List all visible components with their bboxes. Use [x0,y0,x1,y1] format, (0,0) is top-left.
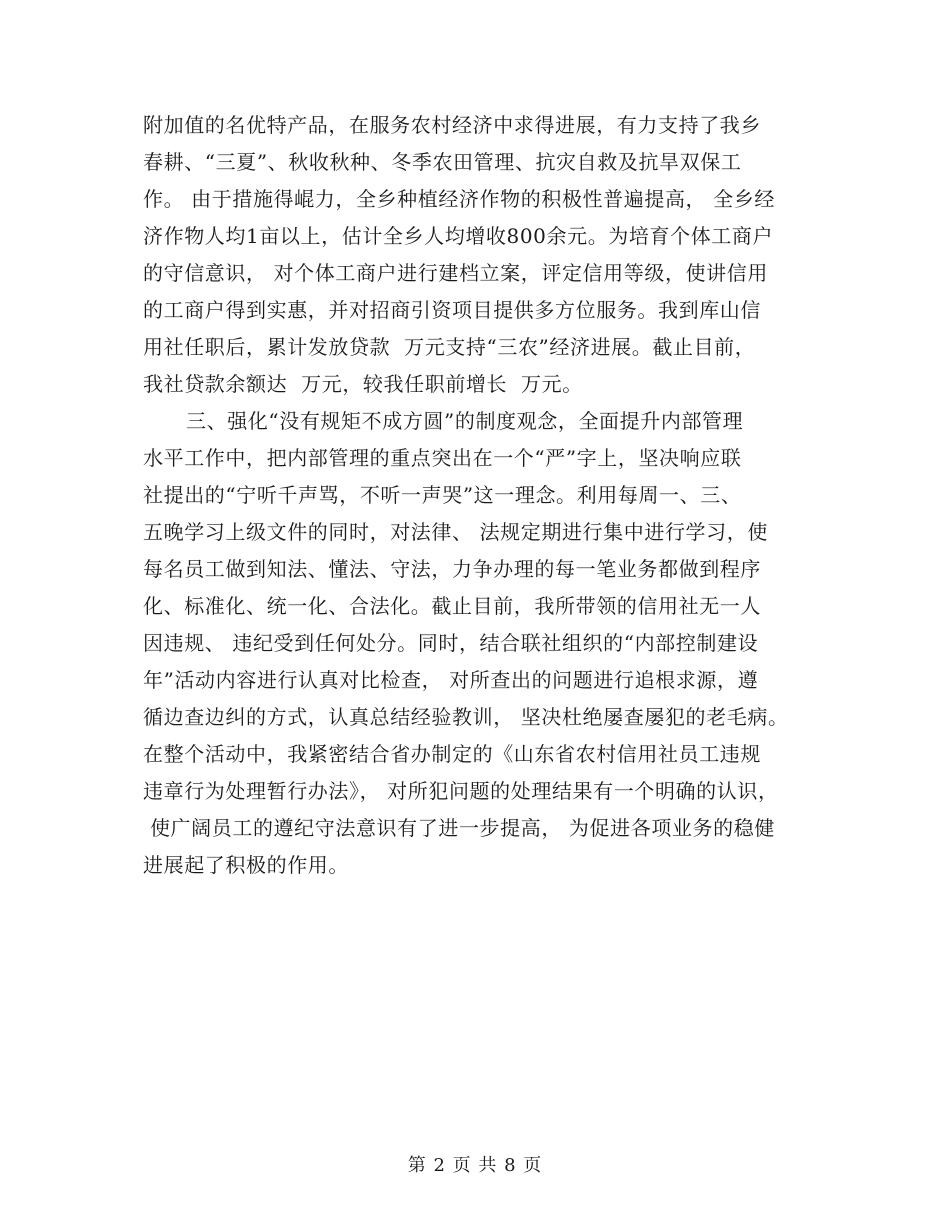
text-line: 年”活动内容进行认真对比检查， 对所查出的问题进行追根求源，遵 [143,668,759,692]
page-number-footer: 第 2 页 共 8 页 [407,1155,543,1176]
text-line: 的工商户得到实惠，并对招商引资项目提供多方位服务。我到库山信 [143,298,761,322]
text-line: 水平工作中，把内部管理的重点突出在一个“严”字上，坚决响应联 [143,446,742,470]
text-line: 济作物人均1亩以上，估计全乡人均增收800余元。为培育个体工商户 [143,224,774,248]
text-line: 五晚学习上级文件的同时，对法律、 法规定期进行集中进行学习，使 [143,520,768,544]
text-line: 我社贷款余额达 万元，较我任职前增长 万元。 [143,372,583,396]
paragraph-start-line: 三、强化“没有规矩不成方圆”的制度观念，全面提升内部管理 [186,409,744,433]
text-line: 社提出的“宁听千声骂，不听一声哭”这一理念。利用每周一、三、 [143,483,742,507]
text-line: 在整个活动中，我紧密结合省办制定的《山东省农村信用社员工违规 [143,742,761,766]
text-line: 因违规、 违纪受到任何处分。同时，结合联社组织的“内部控制建设 [143,631,759,655]
text-line: 违章行为处理暂行办法》， 对所犯问题的处理结果有一个明确的认识， [143,779,779,803]
text-line: 进展起了积极的作用。 [143,853,349,877]
text-line: 附加值的名优特产品，在服务农村经济中求得进展，有力支持了我乡 [143,113,761,137]
text-line: 春耕、“三夏”、秋收秋种、冬季农田管理、抗灾自救及抗旱双保工 [143,150,742,174]
text-line: 作。 由于措施得崐力，全乡种植经济作物的积极性普遍提高， 全乡经 [143,187,775,211]
text-line: 的守信意识， 对个体工商户进行建档立案，评定信用等级，使讲信用 [143,261,768,285]
text-line: 每名员工做到知法、懂法、守法，力争办理的每一笔业务都做到程序 [143,557,761,581]
text-line: 使广阔员工的遵纪守法意识有了进一步提高， 为促进各项业务的稳健 [143,816,775,840]
text-line: 循边查边纠的方式，认真总结经验教训， 坚决杜绝屡查屡犯的老毛病。 [143,705,789,729]
text-line: 用社任职后，累计发放贷款 万元支持“三农”经济进展。截止目前， [143,335,756,359]
text-line: 化、标准化、统一化、合法化。截止目前，我所带领的信用社无一人 [143,594,761,618]
